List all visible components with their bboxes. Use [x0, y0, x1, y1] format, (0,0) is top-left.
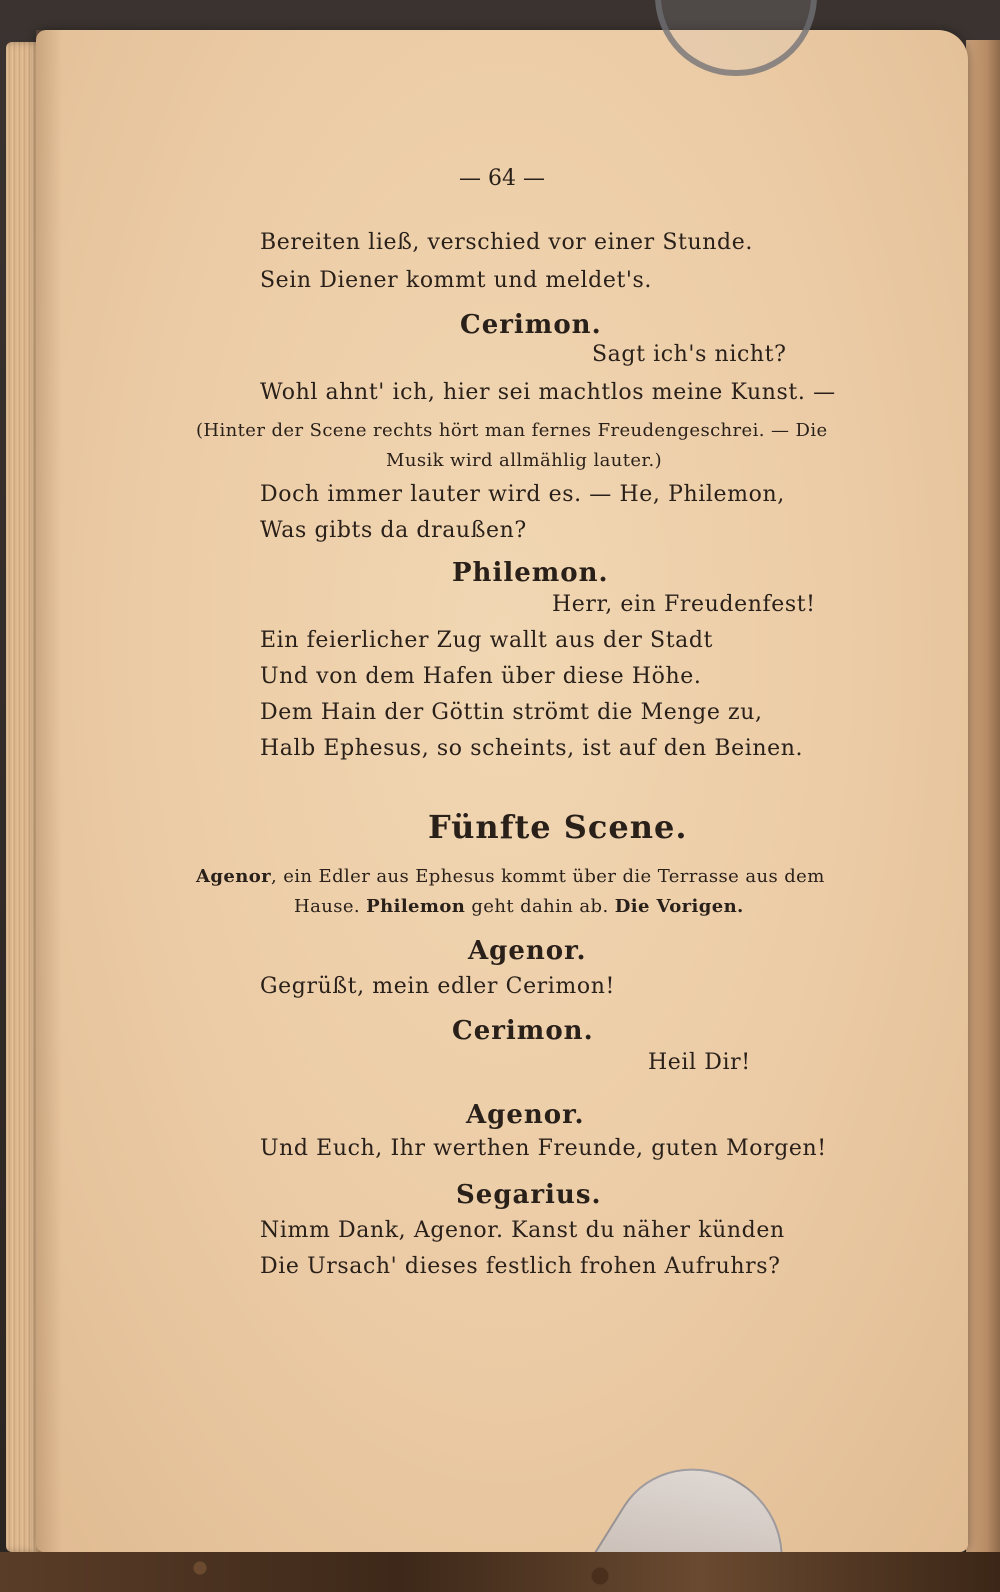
- verse-line: Und von dem Hafen über diese Höhe.: [260, 664, 702, 689]
- stage-direction: [294, 896, 744, 917]
- verse-line: Herr, ein Freudenfest!: [552, 592, 816, 617]
- stage-direction: Musik wird allmählig lauter.): [386, 450, 662, 471]
- speaker-name: Segarius.: [456, 1180, 602, 1210]
- stage-character: Agenor: [196, 866, 271, 887]
- verse-line: Die Ursach' dieses festlich frohen Aufruhrs?: [260, 1254, 781, 1279]
- speaker-name: Agenor.: [466, 1100, 585, 1130]
- verse-line: Dem Hain der Göttin strömt die Menge zu,: [260, 700, 763, 725]
- book-page: [36, 30, 968, 1552]
- verse-line: Sagt ich's nicht?: [592, 342, 787, 367]
- verse-line: Sein Diener kommt und meldet's.: [260, 268, 653, 293]
- verse-line: Und Euch, Ihr werthen Freunde, guten Morgen!: [260, 1136, 827, 1161]
- verse-line: Nimm Dank, Agenor. Kanst du näher künden: [260, 1218, 785, 1243]
- verse-line: Was gibts da draußen?: [260, 518, 527, 543]
- verse-line: Bereiten ließ, verschied vor einer Stunde.: [260, 230, 753, 255]
- page-number: — 64 —: [459, 166, 545, 191]
- speaker-name: Agenor.: [468, 936, 587, 966]
- verse-line: Ein feierlicher Zug wallt aus der Stadt: [260, 628, 714, 653]
- speaker-name: Philemon.: [452, 558, 609, 588]
- binding-cloth: [0, 1552, 1000, 1592]
- stage-direction: (Hinter der Scene rechts hört man fernes Freudengeschrei. — Die: [196, 420, 828, 441]
- verse-line: Wohl ahnt' ich, hier sei machtlos meine Kunst. —: [260, 380, 836, 405]
- page-edges-right: [966, 40, 1000, 1560]
- verse-line: Gegrüßt, mein edler Cerimon!: [260, 974, 615, 999]
- verse-line: Halb Ephesus, so scheints, ist auf den Beinen.: [260, 736, 804, 761]
- scene-title: Fünfte Scene.: [428, 808, 688, 846]
- speaker-name: Cerimon.: [452, 1016, 594, 1046]
- stage-text: , ein Edler aus Ephesus kommt über die Terrasse aus dem: [270, 866, 825, 887]
- speaker-name: Cerimon.: [460, 310, 602, 340]
- verse-line: Heil Dir!: [648, 1050, 751, 1075]
- stage-character: Philemon: [366, 896, 466, 917]
- stage-character: Die Vorigen.: [614, 896, 744, 917]
- stage-text: geht dahin ab.: [465, 896, 615, 917]
- stage-direction: [196, 866, 825, 887]
- stage-text: Hause.: [294, 896, 367, 917]
- verse-line: Doch immer lauter wird es. — He, Philemon,: [260, 482, 785, 507]
